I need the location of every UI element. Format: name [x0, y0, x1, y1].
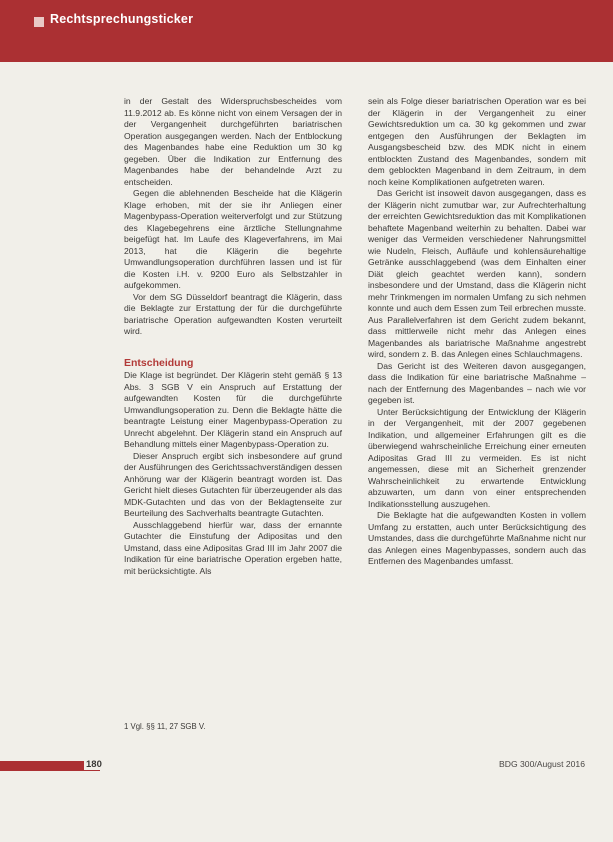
section-title: Rechtsprechungsticker	[50, 12, 194, 26]
paragraph: Das Gericht ist insoweit davon ausgegangen, dass es der Klägerin nicht zumutbar war, zur Aufrechterhaltung der erreichten Gewichtsreduktion das mit Komplikationen behaftete Magenband weiterhin zu behalten. Dabei war weniger das Vermeiden verschiedener Nahrungsmittel wie Nudeln, Fleisch, Aufläufe und kohlensäurehaltige Getränke ausschlaggebend (was dem Einhalten einer Diät gleich geachtet werden kann), sondern insbesondere und der Umstand, dass die Klägerin nicht mehr Trinkmengen im normalen Umfang zu sich nehmen konnte und auch dem Essen zum Teil erbrechen musste. Aus Parallelverfahren ist dem Gericht zudem bekannt, dass mittlerweile nicht mehr das Anlegen eines Magenbandes als bariatrische Maßnahme angestrebt wird, sondern z. B. das Anlegen eines Schlauchmagens.	[368, 188, 586, 359]
footnote: 1 Vgl. §§ 11, 27 SGB V.	[124, 722, 206, 731]
paragraph: Das Gericht ist des Weiteren davon ausgegangen, dass die Indikation für eine bariatrische Maßnahme – nach der Entfernung des Magenbandes – nach wie vor gegeben ist.	[368, 360, 586, 405]
page-number: 180	[86, 759, 102, 770]
paragraph: Die Klage ist begründet. Der Klägerin steht gemäß § 13 Abs. 3 SGB V ein Anspruch auf Erstattung der aufgewandten Kosten für die durchgeführte Umwandlungsoperation zu. Denn die Beklagte hätte die beantragte Leistung einer Magenbypass-Operation zu Unrecht abgelehnt. Der Klägerin stand ein Anspruch auf Behandlung mittels einer Magenbypass-Operation zu.	[124, 370, 342, 449]
paragraph: Ausschlaggebend hierfür war, dass der ernannte Gutachter die Einstufung der Adipositas und den Umstand, dass eine Adipositas Grad III im Jahr 2007 die Indikation für eine bariatrische Operation ergeben hatte, mit berücksichtigte. Als	[124, 519, 342, 576]
paragraph: Dieser Anspruch ergibt sich insbesondere auf grund der Ausführungen des Gerichtssachverständigen dessen Anhörung war der Klägerin beantragt worden ist. Das Gericht hielt dieses Gutachten für überzeugender als das MDK-Gutachten und das von der Beklagtenseite zur Beurteilung des Sachverhalts beantragte Gutachten.	[124, 450, 342, 518]
paragraph: sein als Folge dieser bariatrischen Operation war es bei der Klägerin in der Vergangenheit zu einer Gewichtsreduktion um ca. 30 kg gekommen und zwar entgegen den Ausführungen der Beklagten im Ausgangsbescheid bzw. des MDK nicht in einem entblockten Zustand des Magenbandes, sondern mit dem geblockten Magenband in dem Zeitraum, in dem noch keine Komplikationen aufgetreten waren.	[368, 96, 586, 187]
section-logo-icon	[34, 17, 44, 27]
left-column	[124, 96, 342, 577]
journal-reference: BDG 300/August 2016	[499, 759, 585, 769]
paragraph: in der Gestalt des Widerspruchsbescheides vom 11.9.2012 ab. Es könne nicht von einem Versagen der in der Vergangenheit durchgeführten bariatrischen Operation ausgegangen werden. Nach der Entblockung des Magenbandes habe eine Reduktion um 30 kg gegeben. Über die Indikation zur Entfernung des Magenbandes habe der behandelnde Arzt zu entscheiden.	[124, 96, 342, 187]
paragraph: Die Beklagte hat die aufgewandten Kosten in vollem Umfang zu erstatten, auch unter Berücksichtigung des Umstandes, dass die durchgeführte Maßnahme nicht nur das Anlegen eines Magenbypasses, sondern auch das Entfernen des Magenbandes umfasst.	[368, 510, 586, 566]
paragraph: Gegen die ablehnenden Bescheide hat die Klägerin Klage erhoben, mit der sie ihr Anliegen einer Magenbypass-Operation weiterverfolgt und zur Stützung des Klagebegehrens eine ärztliche Stellungnahme beigefügt hat. Im Laufe des Klageverfahrens, im Mai 2013, hat die Klägerin die begehrte Umwandlungsoperation durchführen lassen und ist für die Kosten i.H. v. 9200 Euro als Selbstzahler in aufgekommen.	[124, 188, 342, 290]
section-heading: Entscheidung	[124, 356, 194, 369]
paragraph: Vor dem SG Düsseldorf beantragt die Klägerin, dass die Beklagte zur Erstattung der für die durchgeführte bariatrische Operation aufgewandten Kosten verurteilt wird.	[124, 291, 342, 336]
right-column	[368, 96, 586, 568]
paragraph: Unter Berücksichtigung der Entwicklung der Klägerin in der Vergangenheit, mit der 2007 gegebenen Indikation, und allgemeiner Erfahrungen gilt es die überwiegend wahrscheinliche Erreichung einer erneuten Adipositas Grad III zu vermeiden. Es ist nicht angemessen, diese mit an Sicherheit grenzender Wahrscheinlichkeit zu erwartende Entwicklung abzuwarten, um dann von einer entsprechenden Indikationsstellung auszugehen.	[368, 406, 586, 509]
header-band	[0, 0, 613, 62]
